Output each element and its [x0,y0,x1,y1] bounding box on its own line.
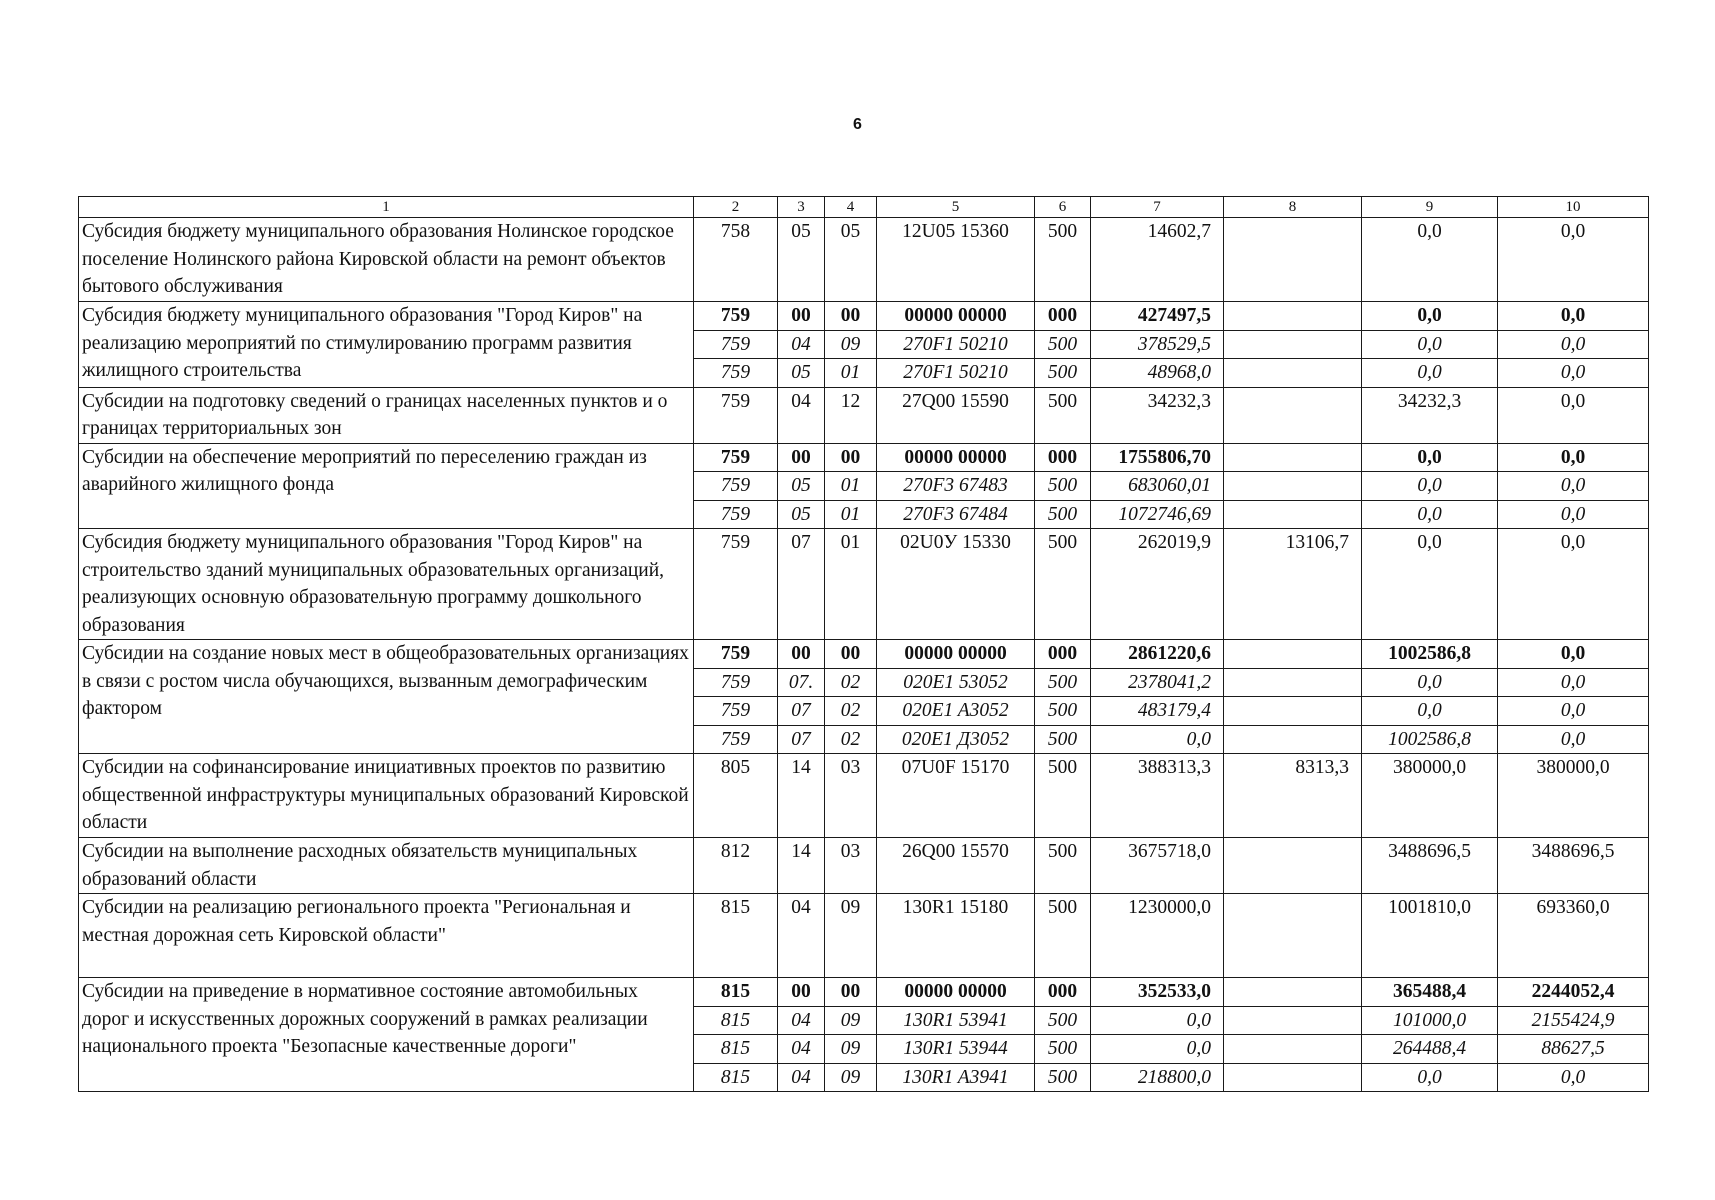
cell-target-article: 270F1 50210 [877,359,1035,388]
page-number: 6 [853,116,862,133]
row-description: Субсидия бюджету муниципального образования Нолинское городское поселение Нолинского района Кировской области на ремонт объектов бытового обслуживания [79,218,694,302]
cell-amount-col9: 0,0 [1362,443,1498,472]
cell-amount-col8 [1224,697,1362,726]
cell-amount-col10: 0,0 [1498,443,1649,472]
cell-amount-col10: 0,0 [1498,529,1649,640]
cell-section: 00 [778,640,825,669]
cell-admin-code: 759 [694,472,778,501]
table-row [79,894,1649,978]
cell-expense-type: 500 [1035,1006,1091,1035]
cell-amount-col9: 0,0 [1362,1063,1498,1092]
cell-amount-col9: 34232,3 [1362,387,1498,443]
table-row [79,640,1649,669]
cell-admin-code: 805 [694,754,778,838]
cell-amount-col8 [1224,838,1362,894]
cell-amount-col10: 0,0 [1498,302,1649,331]
cell-expense-type: 000 [1035,443,1091,472]
cell-section: 00 [778,978,825,1007]
cell-amount-col9: 0,0 [1362,472,1498,501]
cell-subsection: 01 [825,359,877,388]
cell-target-article: 130R1 53941 [877,1006,1035,1035]
cell-target-article: 07U0F 15170 [877,754,1035,838]
cell-amount-col9: 1002586,8 [1362,640,1498,669]
cell-amount-col9: 0,0 [1362,302,1498,331]
cell-amount-col9: 0,0 [1362,529,1498,640]
cell-admin-code: 812 [694,838,778,894]
cell-target-article: 00000 00000 [877,443,1035,472]
cell-admin-code: 759 [694,443,778,472]
cell-admin-code: 815 [694,1006,778,1035]
cell-amount-col7: 34232,3 [1091,387,1224,443]
table-row [79,302,1649,331]
cell-target-article: 00000 00000 [877,640,1035,669]
cell-amount-col10: 0,0 [1498,640,1649,669]
cell-subsection: 12 [825,387,877,443]
cell-target-article: 00000 00000 [877,302,1035,331]
cell-subsection: 09 [825,330,877,359]
cell-amount-col8 [1224,1035,1362,1064]
cell-admin-code: 759 [694,529,778,640]
cell-amount-col8 [1224,218,1362,302]
cell-admin-code: 759 [694,640,778,669]
cell-amount-col7: 427497,5 [1091,302,1224,331]
cell-amount-col7: 0,0 [1091,1006,1224,1035]
cell-amount-col9: 3488696,5 [1362,838,1498,894]
cell-amount-col8 [1224,640,1362,669]
cell-admin-code: 759 [694,668,778,697]
cell-subsection: 02 [825,668,877,697]
cell-amount-col8 [1224,500,1362,529]
cell-amount-col7: 1230000,0 [1091,894,1224,978]
cell-expense-type: 500 [1035,1035,1091,1064]
cell-expense-type: 000 [1035,978,1091,1007]
cell-amount-col10: 2244052,4 [1498,978,1649,1007]
cell-amount-col7: 352533,0 [1091,978,1224,1007]
column-header-9: 9 [1362,197,1498,218]
cell-amount-col10: 0,0 [1498,472,1649,501]
cell-subsection: 01 [825,500,877,529]
cell-target-article: 130R1 53944 [877,1035,1035,1064]
cell-amount-col10: 693360,0 [1498,894,1649,978]
cell-amount-col9: 0,0 [1362,500,1498,529]
header-row [79,197,1649,218]
cell-amount-col8 [1224,894,1362,978]
cell-amount-col9: 365488,4 [1362,978,1498,1007]
cell-amount-col7: 262019,9 [1091,529,1224,640]
row-description: Субсидии на создание новых мест в общеобразовательных организациях в связи с ростом числа обучающихся, вызванным демографическим фактором [79,640,694,754]
table-row [79,978,1649,1007]
cell-amount-col9: 264488,4 [1362,1035,1498,1064]
cell-subsection: 03 [825,838,877,894]
budget-table [78,196,1649,1092]
cell-admin-code: 758 [694,218,778,302]
cell-amount-col8: 13106,7 [1224,529,1362,640]
row-description: Субсидии на реализацию регионального проекта "Региональная и местная дорожная сеть Кировской области" [79,894,694,978]
cell-target-article: 270F3 67483 [877,472,1035,501]
cell-admin-code: 815 [694,978,778,1007]
cell-admin-code: 759 [694,500,778,529]
cell-expense-type: 500 [1035,387,1091,443]
cell-amount-col8 [1224,387,1362,443]
cell-subsection: 00 [825,640,877,669]
cell-amount-col8 [1224,443,1362,472]
cell-amount-col10: 380000,0 [1498,754,1649,838]
cell-target-article: 26Q00 15570 [877,838,1035,894]
column-header-7: 7 [1091,197,1224,218]
cell-amount-col7: 1072746,69 [1091,500,1224,529]
cell-amount-col10: 0,0 [1498,500,1649,529]
cell-expense-type: 000 [1035,640,1091,669]
cell-target-article: 270F3 67484 [877,500,1035,529]
cell-amount-col7: 683060,01 [1091,472,1224,501]
cell-subsection: 00 [825,443,877,472]
column-header-10: 10 [1498,197,1649,218]
cell-section: 04 [778,330,825,359]
cell-section: 04 [778,387,825,443]
table-row [79,218,1649,302]
cell-expense-type: 500 [1035,697,1091,726]
cell-expense-type: 500 [1035,330,1091,359]
column-header-1: 1 [79,197,694,218]
cell-expense-type: 500 [1035,529,1091,640]
column-header-6: 6 [1035,197,1091,218]
cell-amount-col7: 0,0 [1091,725,1224,754]
cell-amount-col7: 2861220,6 [1091,640,1224,669]
column-header-8: 8 [1224,197,1362,218]
cell-admin-code: 759 [694,359,778,388]
cell-expense-type: 500 [1035,838,1091,894]
cell-admin-code: 759 [694,725,778,754]
cell-section: 07 [778,529,825,640]
table-row [79,838,1649,894]
cell-section: 07 [778,725,825,754]
cell-subsection: 09 [825,1006,877,1035]
column-header-2: 2 [694,197,778,218]
cell-amount-col9: 0,0 [1362,330,1498,359]
table-row [79,529,1649,640]
cell-amount-col8 [1224,1063,1362,1092]
cell-expense-type: 500 [1035,218,1091,302]
cell-amount-col8 [1224,725,1362,754]
cell-subsection: 02 [825,725,877,754]
cell-section: 00 [778,443,825,472]
table-body [79,218,1649,1092]
cell-section: 05 [778,218,825,302]
cell-amount-col9: 1001810,0 [1362,894,1498,978]
row-description: Субсидии на софинансирование инициативных проектов по развитию общественной инфраструктуры муниципальных образований Кировской области [79,754,694,838]
table-row [79,443,1649,472]
cell-amount-col9: 0,0 [1362,668,1498,697]
cell-section: 04 [778,1035,825,1064]
cell-section: 05 [778,359,825,388]
cell-amount-col9: 1002586,8 [1362,725,1498,754]
cell-amount-col7: 378529,5 [1091,330,1224,359]
cell-expense-type: 500 [1035,472,1091,501]
cell-amount-col10: 0,0 [1498,697,1649,726]
column-header-3: 3 [778,197,825,218]
cell-section: 07. [778,668,825,697]
cell-subsection: 02 [825,697,877,726]
cell-amount-col7: 388313,3 [1091,754,1224,838]
cell-subsection: 09 [825,1063,877,1092]
cell-target-article: 020E1 Д3052 [877,725,1035,754]
cell-amount-col7: 0,0 [1091,1035,1224,1064]
cell-amount-col10: 0,0 [1498,330,1649,359]
cell-amount-col7: 3675718,0 [1091,838,1224,894]
cell-subsection: 00 [825,978,877,1007]
cell-target-article: 02U0У 15330 [877,529,1035,640]
cell-target-article: 00000 00000 [877,978,1035,1007]
cell-admin-code: 759 [694,387,778,443]
cell-admin-code: 815 [694,1035,778,1064]
cell-subsection: 09 [825,1035,877,1064]
cell-amount-col8 [1224,472,1362,501]
cell-expense-type: 500 [1035,500,1091,529]
row-description: Субсидия бюджету муниципального образования "Город Киров" на строительство зданий муниципальных образовательных организаций, реализующих основную образовательную программу дошкольного образования [79,529,694,640]
cell-admin-code: 759 [694,330,778,359]
cell-section: 07 [778,697,825,726]
cell-subsection: 09 [825,894,877,978]
row-description: Субсидии на подготовку сведений о границах населенных пунктов и о границах территориальных зон [79,387,694,443]
cell-amount-col8 [1224,330,1362,359]
cell-amount-col10: 88627,5 [1498,1035,1649,1064]
cell-expense-type: 000 [1035,302,1091,331]
cell-amount-col9: 0,0 [1362,359,1498,388]
cell-section: 04 [778,1063,825,1092]
cell-expense-type: 500 [1035,725,1091,754]
cell-subsection: 01 [825,529,877,640]
cell-amount-col8 [1224,359,1362,388]
cell-amount-col9: 0,0 [1362,218,1498,302]
cell-amount-col7: 483179,4 [1091,697,1224,726]
cell-amount-col10: 0,0 [1498,359,1649,388]
table-header [79,197,1649,218]
cell-amount-col10: 0,0 [1498,725,1649,754]
cell-section: 05 [778,472,825,501]
cell-section: 05 [778,500,825,529]
cell-target-article: 12U05 15360 [877,218,1035,302]
cell-amount-col9: 0,0 [1362,697,1498,726]
cell-amount-col8 [1224,668,1362,697]
cell-subsection: 01 [825,472,877,501]
cell-amount-col8 [1224,1006,1362,1035]
column-header-5: 5 [877,197,1035,218]
cell-amount-col7: 218800,0 [1091,1063,1224,1092]
cell-target-article: 020E1 53052 [877,668,1035,697]
cell-admin-code: 815 [694,894,778,978]
cell-amount-col7: 2378041,2 [1091,668,1224,697]
cell-section: 14 [778,754,825,838]
column-header-4: 4 [825,197,877,218]
cell-amount-col8: 8313,3 [1224,754,1362,838]
cell-amount-col10: 0,0 [1498,1063,1649,1092]
cell-subsection: 03 [825,754,877,838]
row-description: Субсидия бюджету муниципального образования "Город Киров" на реализацию мероприятий по стимулированию программ развития жилищного строительства [79,302,694,388]
cell-amount-col10: 3488696,5 [1498,838,1649,894]
cell-amount-col8 [1224,978,1362,1007]
cell-expense-type: 500 [1035,359,1091,388]
cell-section: 14 [778,838,825,894]
cell-amount-col10: 0,0 [1498,218,1649,302]
cell-target-article: 130R1 A3941 [877,1063,1035,1092]
cell-admin-code: 815 [694,1063,778,1092]
cell-amount-col7: 48968,0 [1091,359,1224,388]
cell-amount-col10: 0,0 [1498,668,1649,697]
cell-expense-type: 500 [1035,894,1091,978]
cell-amount-col10: 2155424,9 [1498,1006,1649,1035]
cell-target-article: 270F1 50210 [877,330,1035,359]
cell-expense-type: 500 [1035,668,1091,697]
cell-amount-col7: 1755806,70 [1091,443,1224,472]
cell-subsection: 05 [825,218,877,302]
cell-amount-col9: 380000,0 [1362,754,1498,838]
row-description: Субсидии на обеспечение мероприятий по переселению граждан из аварийного жилищного фонда [79,443,694,529]
cell-target-article: 130R1 15180 [877,894,1035,978]
row-description: Субсидии на выполнение расходных обязательств муниципальных образований области [79,838,694,894]
cell-admin-code: 759 [694,302,778,331]
cell-amount-col9: 101000,0 [1362,1006,1498,1035]
cell-amount-col7: 14602,7 [1091,218,1224,302]
cell-expense-type: 500 [1035,754,1091,838]
table-row [79,754,1649,838]
cell-section: 00 [778,302,825,331]
row-description: Субсидии на приведение в нормативное состояние автомобильных дорог и искусственных дорожных сооружений в рамках реализации национального проекта "Безопасные качественные дороги" [79,978,694,1092]
cell-expense-type: 500 [1035,1063,1091,1092]
cell-section: 04 [778,1006,825,1035]
cell-target-article: 27Q00 15590 [877,387,1035,443]
cell-amount-col8 [1224,302,1362,331]
cell-subsection: 00 [825,302,877,331]
cell-target-article: 020E1 A3052 [877,697,1035,726]
cell-amount-col10: 0,0 [1498,387,1649,443]
cell-section: 04 [778,894,825,978]
cell-admin-code: 759 [694,697,778,726]
table-row [79,387,1649,443]
